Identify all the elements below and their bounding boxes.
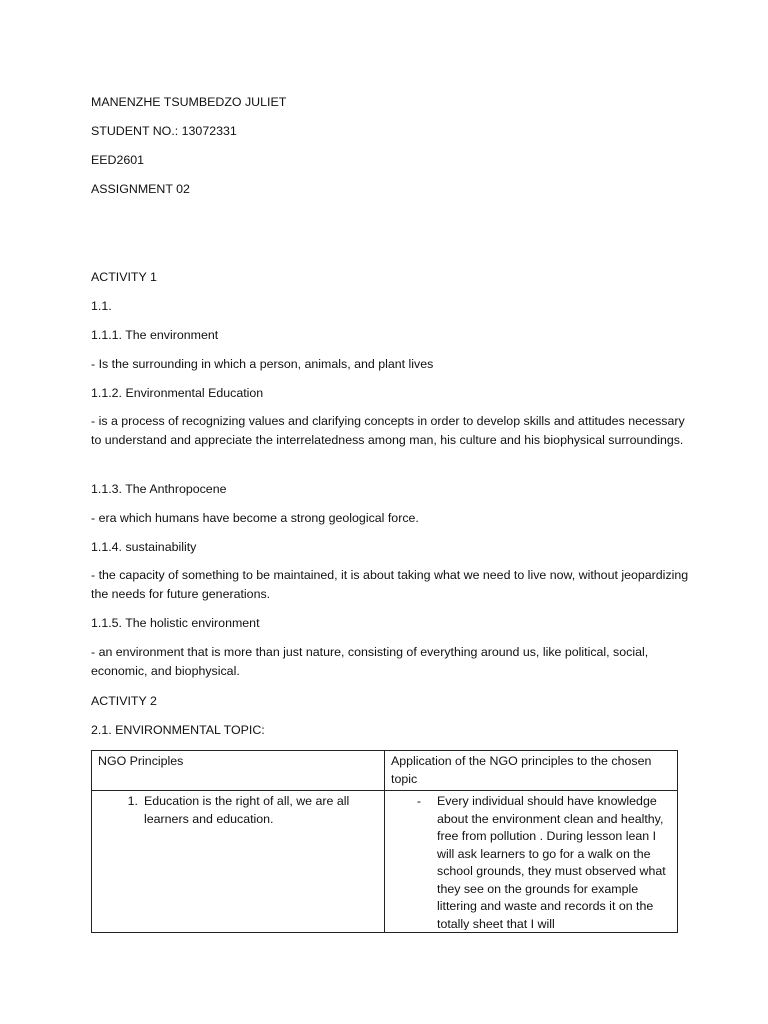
table-cell-principle bbox=[92, 791, 385, 933]
term-definition: - Is the surrounding in which a person, animals, and plant lives bbox=[91, 357, 434, 371]
assignment-title: ASSIGNMENT 02 bbox=[91, 182, 190, 196]
environmental-topic-heading: 2.1. ENVIRONMENTAL TOPIC: bbox=[91, 723, 265, 737]
principle-text: Education is the right of all, we are all learners and education. bbox=[144, 794, 350, 826]
list-number: 1. bbox=[127, 794, 138, 808]
activity1-title: ACTIVITY 1 bbox=[91, 270, 157, 284]
term-heading: 1.1.4. sustainability bbox=[91, 540, 197, 554]
term-heading: 1.1.1. The environment bbox=[91, 328, 219, 342]
column-header: Application of the NGO principles to the chosen topic bbox=[385, 751, 678, 791]
column-header: NGO Principles bbox=[92, 751, 385, 791]
term-definition: - the capacity of something to be maintained, it is about taking what we need to live now, without jeopardizing the needs for future generations. bbox=[91, 568, 689, 601]
term-definition: - is a process of recognizing values and clarifying concepts in order to develop skills and attitudes necessary to understand and appreciate the interrelatedness among man, his culture and his biophysical surroundings. bbox=[91, 414, 685, 447]
section-number: 1.1. bbox=[91, 299, 112, 313]
table-row bbox=[92, 791, 678, 933]
table-cell-application bbox=[385, 791, 678, 933]
term-heading: 1.1.3. The Anthropocene bbox=[91, 482, 227, 496]
bulleted-item bbox=[391, 793, 671, 930]
student-number: STUDENT NO.: 13072331 bbox=[91, 124, 237, 138]
term-definition: - an environment that is more than just nature, consisting of everything around us, like political, social, economic, and biophysical. bbox=[91, 645, 649, 678]
table-header-row bbox=[92, 751, 678, 791]
numbered-item bbox=[98, 793, 378, 828]
list-bullet: - bbox=[416, 794, 422, 808]
term-heading: 1.1.5. The holistic environment bbox=[91, 616, 260, 630]
course-code: EED2601 bbox=[91, 153, 145, 167]
activity2-title: ACTIVITY 2 bbox=[91, 694, 157, 708]
term-heading: 1.1.2. Environmental Education bbox=[91, 386, 264, 400]
application-text: Every individual should have knowledge about the environment clean and healthy, free from pollution . During lesson lean I will ask learners to go for a walk on the school grounds, they must observed what they see on the grounds for example littering and waste and records it on the totally sheet that I will bbox=[437, 794, 666, 930]
student-name: MANENZHE TSUMBEDZO JULIET bbox=[91, 95, 287, 109]
ngo-principles-table bbox=[91, 750, 678, 933]
term-definition: - era which humans have become a strong geological force. bbox=[91, 511, 419, 525]
